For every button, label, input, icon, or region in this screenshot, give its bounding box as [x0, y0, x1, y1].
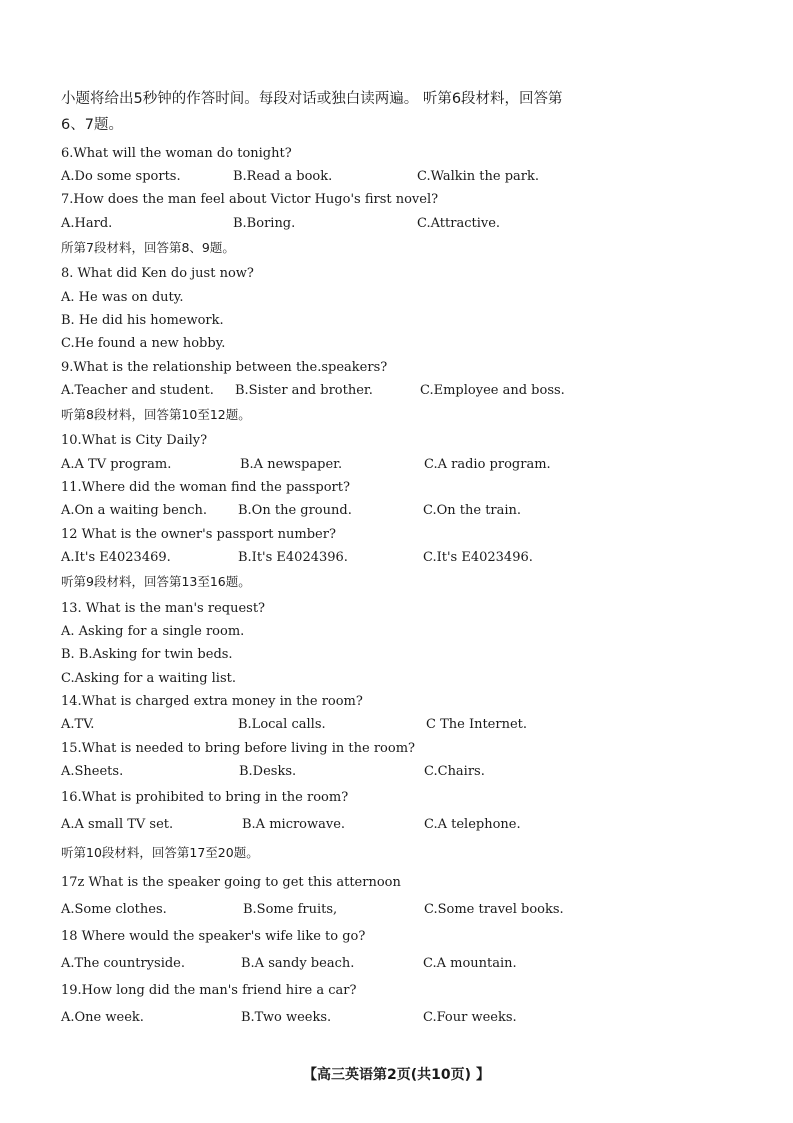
question-10-stem: 10.What is City Daily?	[61, 433, 208, 448]
option-c: C.Four weeks.	[423, 1010, 517, 1025]
intro-line-2: 6、7题。	[61, 117, 123, 133]
option-a: A.On a waiting bench.	[61, 503, 207, 518]
option-a: A.The countryside.	[61, 956, 186, 971]
option-c: C.A mountain.	[423, 956, 517, 971]
option-a: A.It's E4023469.	[61, 550, 171, 565]
question-13-option-b: B. B.Asking for twin beds.	[61, 647, 233, 662]
question-8-stem: 8. What did Ken do just now?	[61, 266, 254, 281]
option-a: A.One week.	[61, 1010, 144, 1025]
option-c: C.Some travel books.	[424, 902, 564, 917]
option-c: C.Attractive.	[417, 216, 501, 231]
question-13-option-c: C.Asking for a waiting list.	[61, 671, 236, 686]
option-a: A.TV.	[61, 717, 95, 732]
option-b: B.A microwave.	[242, 817, 346, 832]
intro-line-1: 小题将给出5秒钟的作答时间。每段对话或独白读两遍。 听第6段材料，回答第	[61, 91, 563, 107]
option-c: C.A telephone.	[424, 817, 521, 832]
option-b: B.Desks.	[239, 764, 297, 779]
option-a: A.A TV program.	[61, 457, 172, 472]
section-heading-10: 听第10段材料，回答第17至20题。	[61, 845, 259, 860]
question-12-stem: 12 What is the owner's passport number?	[61, 527, 336, 542]
question-16-stem: 16.What is prohibited to bring in the room?	[61, 790, 349, 805]
option-c: C.On the train.	[423, 503, 522, 518]
option-c: C.Walkin the park.	[417, 169, 540, 184]
option-a: A.A small TV set.	[61, 817, 174, 832]
question-7-stem: 7.How does the man feel about Victor Hugo's first novel?	[61, 192, 439, 207]
question-17-stem: 17z What is the speaker going to get this atternoon	[61, 875, 401, 890]
section-heading-9: 听第9段材料，回答第13至16题。	[61, 574, 251, 589]
option-b: B.Sister and brother.	[235, 383, 373, 398]
option-b: B.On the ground.	[238, 503, 352, 518]
section-heading-8: 听第8段材料，回答第10至12题。	[61, 407, 251, 422]
option-b: B.Two weeks.	[241, 1010, 332, 1025]
question-13-option-a: A. Asking for a single room.	[61, 624, 245, 639]
question-18-stem: 18 Where would the speaker's wife like to go?	[61, 929, 366, 944]
option-a: A.Hard.	[61, 216, 113, 231]
question-8-option-a: A. He was on duty.	[61, 290, 184, 305]
option-a: A.Do some sports.	[61, 169, 181, 184]
option-a: A.Some clothes.	[61, 902, 167, 917]
option-c: C.Chairs.	[424, 764, 485, 779]
option-b: B.Some fruits,	[243, 902, 338, 917]
question-6-stem: 6.What will the woman do tonight?	[61, 146, 292, 161]
question-15-stem: 15.What is needed to bring before living in the room?	[61, 741, 415, 756]
question-14-stem: 14.What is charged extra money in the room?	[61, 694, 363, 709]
option-a: A.Teacher and student.	[61, 383, 214, 398]
option-c: C.A radio program.	[424, 457, 551, 472]
option-b: B.Local calls.	[238, 717, 326, 732]
question-9-stem: 9.What is the relationship between the.speakers?	[61, 360, 388, 375]
question-11-stem: 11.Where did the woman find the passport?	[61, 480, 350, 495]
option-c: C.Employee and boss.	[420, 383, 565, 398]
option-b: B.It's E4024396.	[238, 550, 348, 565]
question-13-stem: 13. What is the man's request?	[61, 601, 266, 616]
option-b: B.Boring.	[233, 216, 296, 231]
option-c: C The Internet.	[426, 717, 528, 732]
option-b: B.A newspaper.	[240, 457, 343, 472]
option-a: A.Sheets.	[61, 764, 124, 779]
option-c: C.It's E4023496.	[423, 550, 533, 565]
option-b: B.A sandy beach.	[241, 956, 355, 971]
question-8-option-b: B. He did his homework.	[61, 313, 224, 328]
page-footer: 【高三英语第2页(共10页) 】	[303, 1067, 490, 1083]
option-b: B.Read a book.	[233, 169, 333, 184]
section-heading-7: 所第7段材料，回答第8、9题。	[61, 240, 235, 255]
question-8-option-c: C.He found a new hobby.	[61, 336, 226, 351]
question-19-stem: 19.How long did the man's friend hire a car?	[61, 983, 357, 998]
